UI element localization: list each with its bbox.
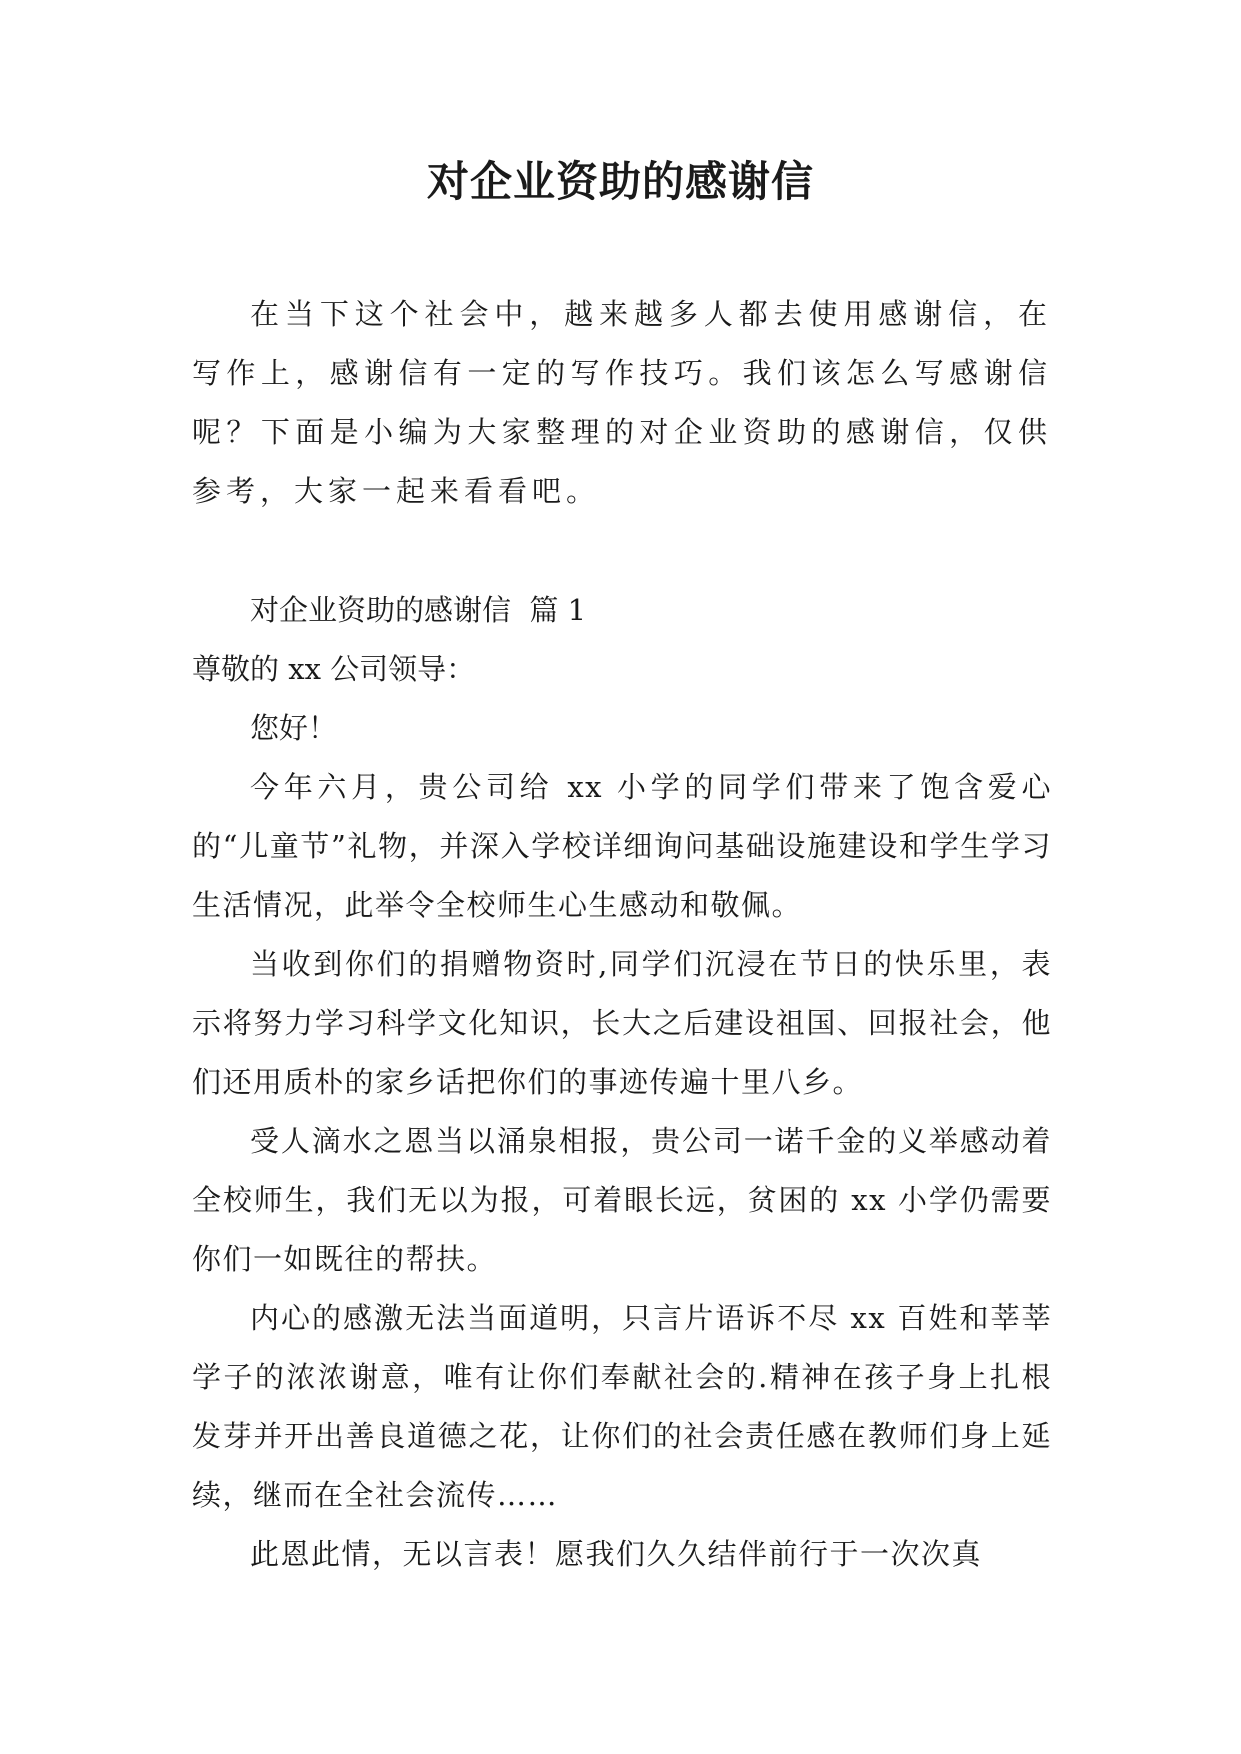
body-paragraph: 今年六月，贵公司给 xx 小学的同学们带来了饱含爱心的“儿童节”礼物，并深入学校详细询问基础设施建设和学生学习生活情况，此举令全校师生心生感动和敬佩。 (192, 770, 1052, 922)
section-heading: 对企业资助的感谢信 篇 1 (250, 593, 587, 627)
document-body (192, 285, 1052, 1584)
body-paragraph: 当收到你们的捐赠物资时,同学们沉浸在节日的快乐里，表示将努力学习科学文化知识，长大之后建设祖国、回报社会，他们还用质朴的家乡话把你们的事迹传遍十里八乡。 (192, 947, 1052, 1099)
salutation: 尊敬的 xx 公司领导： (192, 652, 476, 686)
body-paragraph: 此恩此情，无以言表！愿我们久久结伴前行于一次次真 (250, 1537, 983, 1571)
greeting: 您好！ (250, 711, 338, 745)
section-gap (192, 521, 1052, 581)
body-paragraph: 受人滴水之恩当以涌泉相报，贵公司一诺千金的义举感动着全校师生，我们无以为报，可着眼长远，贫困的 xx 小学仍需要你们一如既往的帮扶。 (192, 1124, 1052, 1276)
document-title: 对企业资助的感谢信 (426, 157, 814, 206)
intro-paragraph: 在当下这个社会中，越来越多人都去使用感谢信，在写作上，感谢信有一定的写作技巧。我们该怎么写感谢信呢？下面是小编为大家整理的对企业资助的感谢信，仅供参考，大家一起来看看吧。 (192, 297, 1052, 508)
body-paragraph: 内心的感激无法当面道明，只言片语诉不尽 xx 百姓和莘莘学子的浓浓谢意，唯有让你们奉献社会的.精神在孩子身上扎根发芽并开出善良道德之花，让你们的社会责任感在教师们身上延续，继而在全社会流传…… (192, 1301, 1052, 1512)
